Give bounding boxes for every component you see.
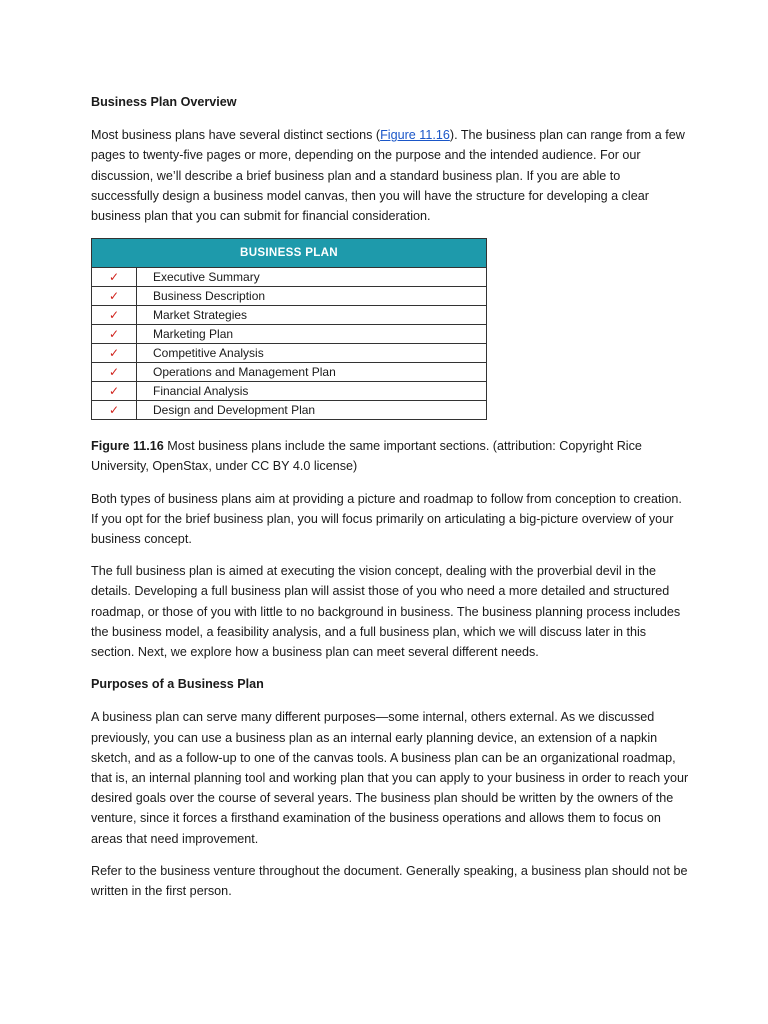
table-item-label: Executive Summary bbox=[137, 268, 487, 287]
table-row bbox=[92, 401, 487, 420]
purposes-paragraph: A business plan can serve many different purposes—some internal, others external. As we discussed previously, you can use a business plan as an internal early planning device, an extension of a napkin sketch, and as a follow-up to one of the canvas tools. A business plan can be an organizational roadmap, that is, an internal planning tool and working plan that you can apply to your business in order to reach your desired goals over the course of several years. The business plan should be written by the owners of the venture, since it forces a firsthand examination of the business operations and allows them to focus on areas that need improvement. bbox=[91, 710, 689, 846]
table-body bbox=[92, 268, 487, 420]
caption-text: Most business plans include the same important sections. (attribution: Copyright Rice University, OpenStax, under CC BY 4.0 license) bbox=[91, 439, 642, 474]
table-item-label: Marketing Plan bbox=[137, 325, 487, 344]
table-row bbox=[92, 363, 487, 382]
table-row bbox=[92, 382, 487, 401]
table-item-label: Financial Analysis bbox=[137, 382, 487, 401]
table-item-label: Business Description bbox=[137, 287, 487, 306]
check-mark-icon: ✓ bbox=[92, 325, 137, 344]
check-mark-icon: ✓ bbox=[92, 401, 137, 420]
section-heading-overview: Business Plan Overview bbox=[91, 95, 237, 109]
table-row bbox=[92, 344, 487, 363]
table-row bbox=[92, 325, 487, 344]
document-page bbox=[91, 92, 691, 913]
overview-paragraph bbox=[91, 125, 691, 226]
closing-paragraph: Refer to the business venture throughout the document. Generally speaking, a business plan should not be written in the first person. bbox=[91, 863, 688, 899]
check-mark-icon: ✓ bbox=[92, 363, 137, 382]
business-plan-table bbox=[91, 238, 487, 420]
table-item-label: Competitive Analysis bbox=[137, 344, 487, 363]
body-paragraph-types: Both types of business plans aim at providing a picture and roadmap to follow from conception to creation. If you opt for the brief business plan, you will focus primarily on articulating a big-picture overview of your business concept. bbox=[91, 491, 682, 547]
check-mark-icon: ✓ bbox=[92, 268, 137, 287]
body-paragraph-full-plan: The full business plan is aimed at executing the vision concept, dealing with the proverbial devil in the details. Developing a full business plan will assist those of you who need a more detailed and structured roadmap, or those of you with little to no background in business. The business planning process includes the business model, a feasibility analysis, and a full business plan, which we will discuss later in this section. Next, we explore how a business plan can meet several different needs. bbox=[91, 564, 681, 660]
figure-caption bbox=[91, 436, 691, 476]
figure-link[interactable]: Figure 11.16 bbox=[380, 128, 450, 143]
table-item-label: Market Strategies bbox=[137, 306, 487, 325]
check-mark-icon: ✓ bbox=[92, 306, 137, 325]
caption-label: Figure 11.16 bbox=[91, 439, 164, 454]
table-row bbox=[92, 268, 487, 287]
table-item-label: Operations and Management Plan bbox=[137, 363, 487, 382]
check-mark-icon: ✓ bbox=[92, 382, 137, 401]
table-row bbox=[92, 287, 487, 306]
table-row bbox=[92, 306, 487, 325]
check-mark-icon: ✓ bbox=[92, 344, 137, 363]
section-heading-purposes: Purposes of a Business Plan bbox=[91, 677, 264, 692]
table-title: BUSINESS PLAN bbox=[92, 239, 487, 268]
overview-text-end: ). The business plan can range from a few pages to twenty-five pages or more, depending on the purpose and the intended audience. For our discussion, we’ll describe a brief business plan and a standard business plan. If you are able to successfully design a business model canvas, then you will have the structure for developing a clear business plan that you can submit for financial consideration. bbox=[91, 128, 685, 224]
overview-text-start: Most business plans have several distinct sections ( bbox=[91, 128, 381, 143]
check-mark-icon: ✓ bbox=[92, 287, 137, 306]
table-item-label: Design and Development Plan bbox=[137, 401, 487, 420]
